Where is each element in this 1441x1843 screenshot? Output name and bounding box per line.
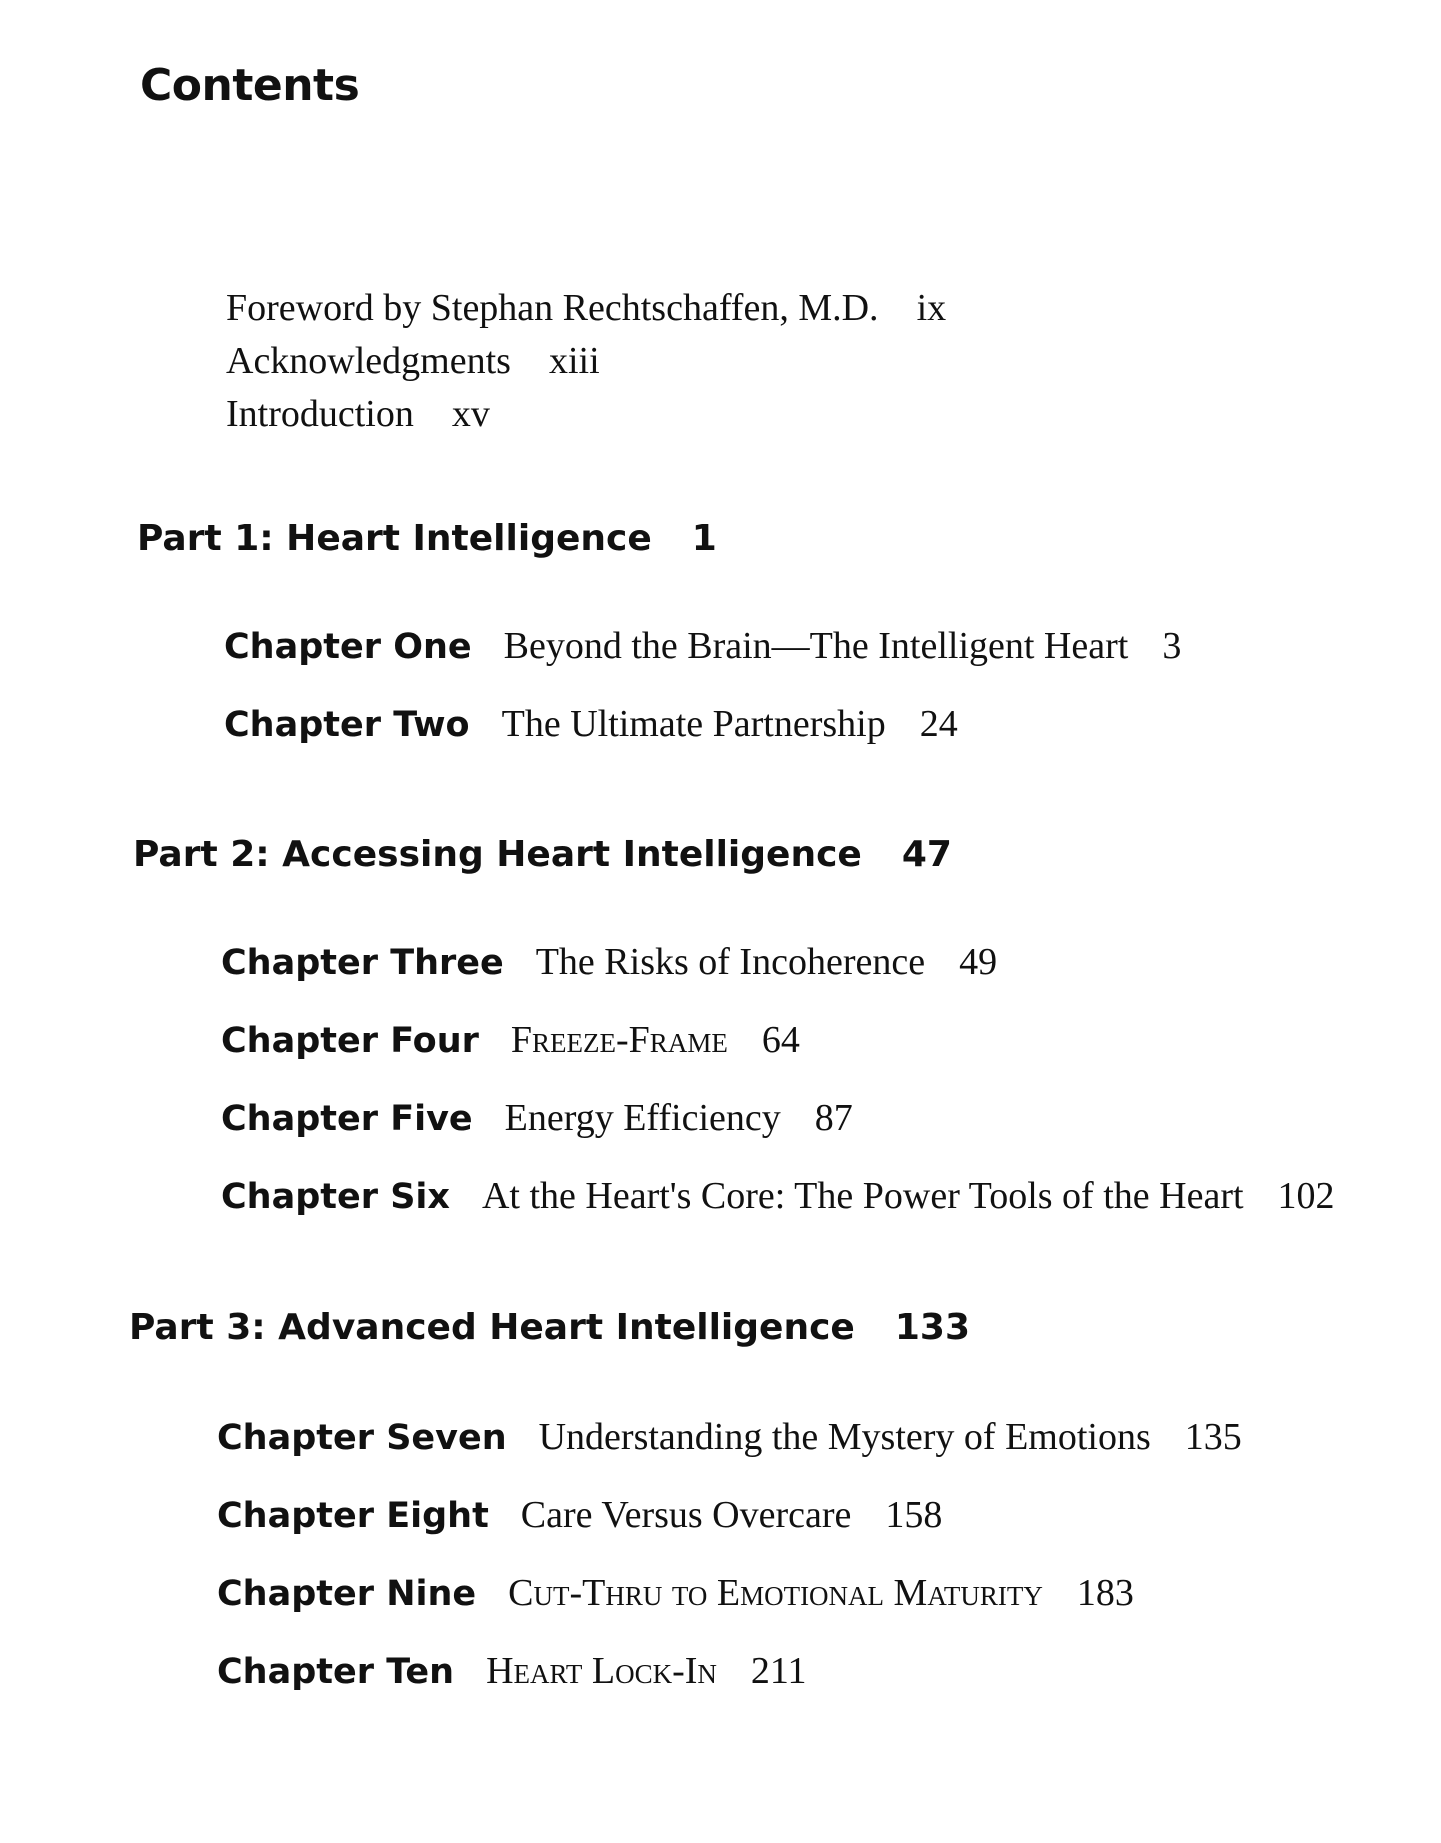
chapter-entry <box>217 1413 1242 1469</box>
chapter-page: 183 <box>1076 1572 1134 1614</box>
front-matter-title: Acknowledgments <box>226 340 511 382</box>
chapter-label: Chapter Two <box>224 705 470 745</box>
part-page: 47 <box>901 834 952 875</box>
chapter-entry <box>224 700 958 756</box>
chapter-page: 211 <box>750 1650 807 1692</box>
chapter-page: 158 <box>885 1494 943 1536</box>
part-page: 1 <box>691 518 717 559</box>
chapter-label: Chapter Seven <box>217 1418 507 1458</box>
chapter-entry <box>221 1172 1335 1228</box>
chapter-label: Chapter Four <box>221 1021 479 1061</box>
chapter-label: Chapter Nine <box>217 1574 477 1614</box>
part-title: Part 2: Accessing Heart Intelligence <box>133 834 862 875</box>
front-matter-page: ix <box>916 287 947 329</box>
chapter-label: Chapter Eight <box>217 1496 489 1536</box>
chapter-title: At the Heart's Core: The Power Tools of the Heart <box>481 1175 1244 1217</box>
chapter-entry <box>217 1569 1134 1625</box>
chapter-entry <box>224 622 1181 678</box>
chapter-title: Understanding the Mystery of Emotions <box>538 1416 1151 1458</box>
part-heading <box>129 1307 970 1348</box>
front-matter-title: Foreword by Stephan Rechtschaffen, M.D. <box>226 287 879 329</box>
part-title: Part 1: Heart Intelligence <box>137 518 652 559</box>
chapter-label: Chapter One <box>224 627 472 667</box>
chapter-page: 3 <box>1162 625 1182 667</box>
front-matter-item <box>226 282 946 335</box>
chapter-page: 87 <box>814 1097 853 1139</box>
chapter-title: Care Versus Overcare <box>520 1494 852 1536</box>
chapter-label: Chapter Six <box>221 1177 450 1217</box>
part-page: 133 <box>894 1307 970 1348</box>
front-matter-item <box>226 335 946 388</box>
part-heading <box>137 518 717 559</box>
front-matter-title: Introduction <box>226 393 414 435</box>
chapter-label: Chapter Five <box>221 1099 473 1139</box>
chapter-page: 135 <box>1184 1416 1242 1458</box>
chapter-entry <box>221 1094 853 1150</box>
chapter-title: Freeze-Frame <box>510 1019 728 1061</box>
chapter-entry <box>221 1016 800 1072</box>
chapter-entry <box>217 1491 942 1547</box>
chapter-title: Beyond the Brain—The Intelligent Heart <box>503 625 1129 667</box>
chapter-page: 102 <box>1277 1175 1335 1217</box>
chapter-page: 24 <box>919 703 958 745</box>
page-title: Contents <box>140 60 360 111</box>
front-matter-list <box>226 282 946 441</box>
chapter-entry <box>221 938 997 994</box>
part-title: Part 3: Advanced Heart Intelligence <box>129 1307 855 1348</box>
chapter-title: The Risks of Incoherence <box>535 941 926 983</box>
part-heading <box>133 834 952 875</box>
chapter-title: Heart Lock-In <box>486 1650 717 1692</box>
chapter-title: Cut-Thru to Emotional Maturity <box>508 1572 1043 1614</box>
chapter-title: The Ultimate Partnership <box>501 703 886 745</box>
chapter-label: Chapter Three <box>221 943 504 983</box>
chapter-title: Energy Efficiency <box>504 1097 781 1139</box>
chapter-entry <box>217 1647 807 1703</box>
chapter-page: 49 <box>959 941 998 983</box>
chapter-label: Chapter Ten <box>217 1652 455 1692</box>
front-matter-page: xiii <box>548 340 600 382</box>
front-matter-item <box>226 388 946 441</box>
front-matter-page: xv <box>451 393 490 435</box>
chapter-page: 64 <box>761 1019 800 1061</box>
